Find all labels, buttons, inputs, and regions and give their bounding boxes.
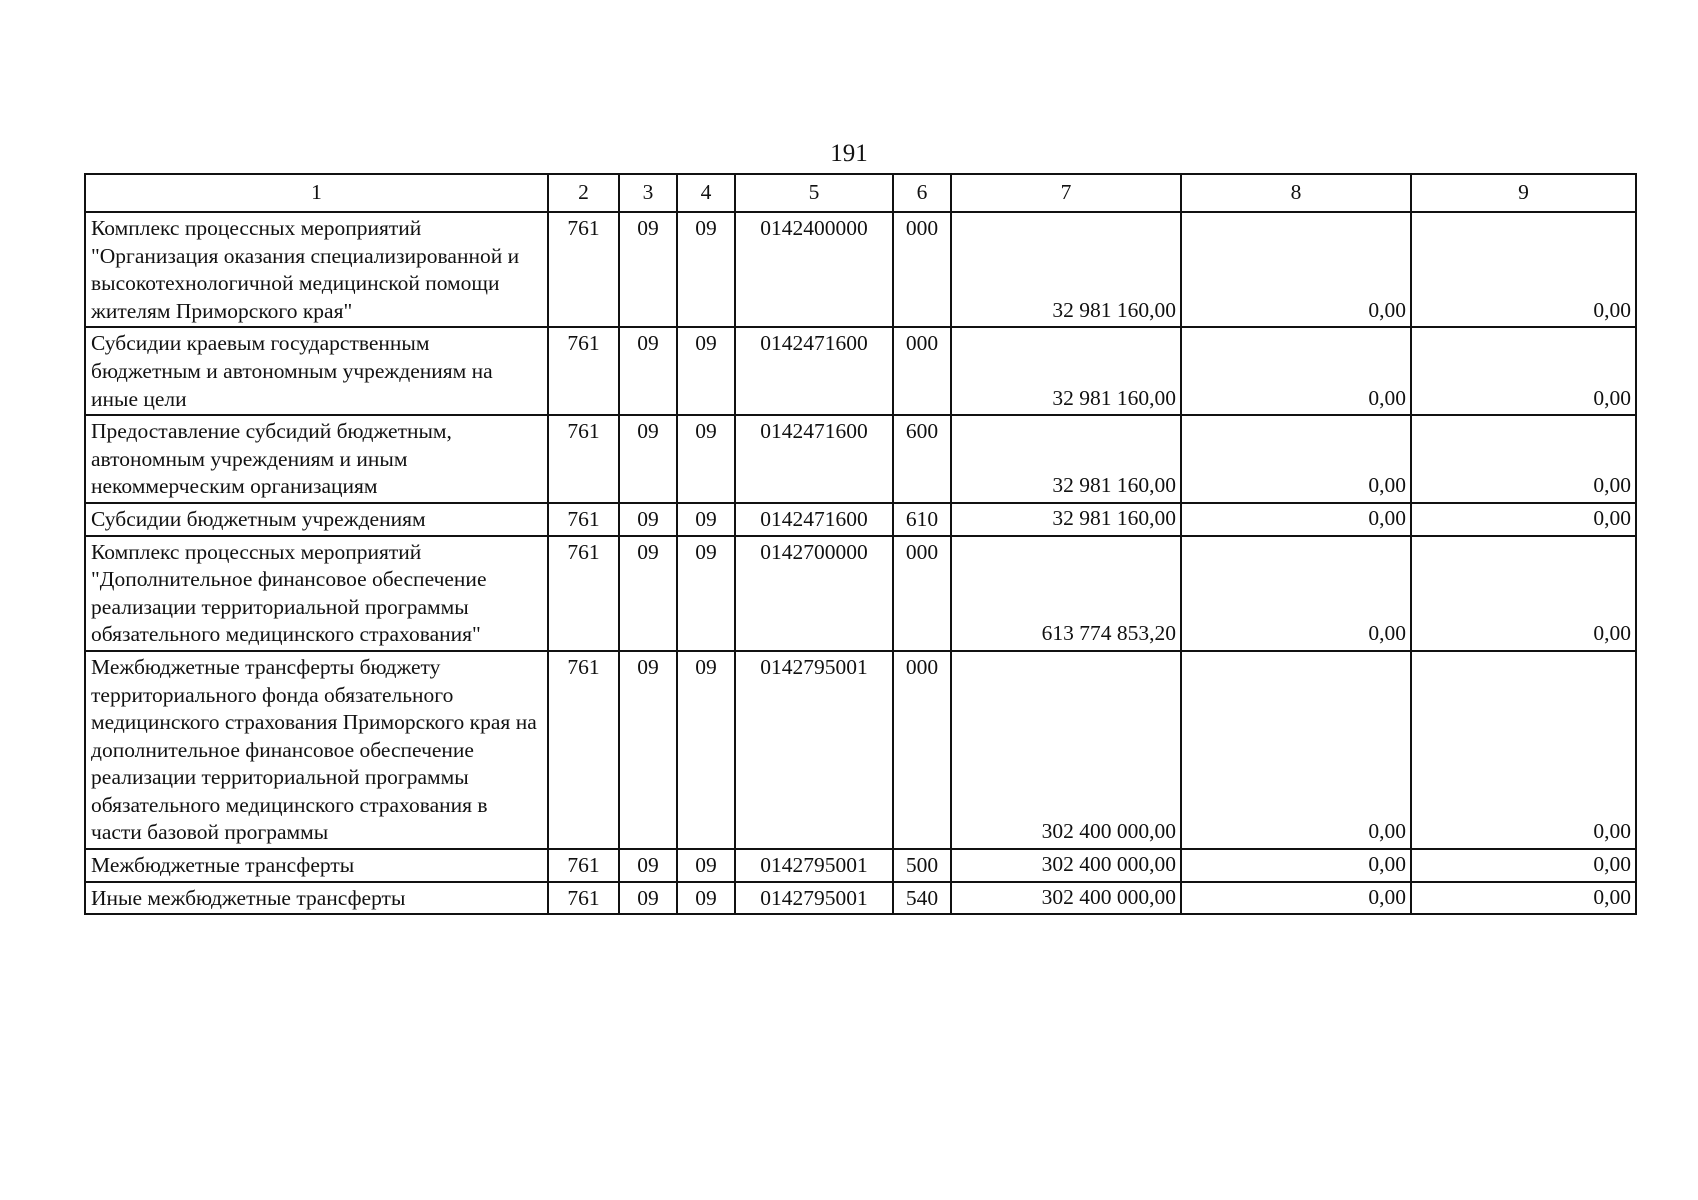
col-8-amount-cell: 0,00 <box>1181 651 1411 849</box>
row-name-cell: Межбюджетные трансферты бюджету территориального фонда обязательного медицинского страхования Приморского края на дополнительное финансовое обеспечение реализации территориальной программы обязательного медицинского страхования в части базовой программы <box>85 651 548 849</box>
table-row <box>85 651 1636 849</box>
col-4-cell: 09 <box>677 651 735 849</box>
header-cell: 5 <box>735 174 893 212</box>
col-7-amount-cell: 302 400 000,00 <box>951 882 1181 915</box>
table-row <box>85 415 1636 503</box>
col-7-amount-cell: 613 774 853,20 <box>951 536 1181 651</box>
header-cell: 7 <box>951 174 1181 212</box>
col-6-cell: 610 <box>893 503 951 536</box>
col-2-cell: 761 <box>548 849 619 882</box>
col-8-amount-cell: 0,00 <box>1181 327 1411 415</box>
col-3-cell: 09 <box>619 212 677 327</box>
col-3-cell: 09 <box>619 415 677 503</box>
col-4-cell: 09 <box>677 212 735 327</box>
col-8-amount-cell: 0,00 <box>1181 503 1411 536</box>
col-5-cell: 0142795001 <box>735 882 893 915</box>
col-5-cell: 0142700000 <box>735 536 893 651</box>
row-name-cell: Иные межбюджетные трансферты <box>85 882 548 915</box>
col-6-cell: 540 <box>893 882 951 915</box>
col-2-cell: 761 <box>548 327 619 415</box>
header-cell: 3 <box>619 174 677 212</box>
col-9-amount-cell: 0,00 <box>1411 503 1636 536</box>
row-name-cell: Комплекс процессных мероприятий "Дополнительное финансовое обеспечение реализации территориальной программы обязательного медицинского страхования" <box>85 536 548 651</box>
col-9-amount-cell: 0,00 <box>1411 327 1636 415</box>
col-6-cell: 000 <box>893 327 951 415</box>
table-row <box>85 849 1636 882</box>
col-3-cell: 09 <box>619 536 677 651</box>
col-9-amount-cell: 0,00 <box>1411 536 1636 651</box>
col-5-cell: 0142795001 <box>735 651 893 849</box>
table-row <box>85 536 1636 651</box>
budget-table <box>84 173 1637 915</box>
header-cell: 6 <box>893 174 951 212</box>
col-7-amount-cell: 302 400 000,00 <box>951 849 1181 882</box>
row-name-cell: Комплекс процессных мероприятий "Организация оказания специализированной и высокотехнологичной медицинской помощи жителям Приморского края" <box>85 212 548 327</box>
col-5-cell: 0142400000 <box>735 212 893 327</box>
row-name-cell: Субсидии бюджетным учреждениям <box>85 503 548 536</box>
header-row <box>85 174 1636 212</box>
col-2-cell: 761 <box>548 503 619 536</box>
col-8-amount-cell: 0,00 <box>1181 849 1411 882</box>
col-6-cell: 000 <box>893 212 951 327</box>
table-row <box>85 503 1636 536</box>
col-9-amount-cell: 0,00 <box>1411 212 1636 327</box>
col-4-cell: 09 <box>677 849 735 882</box>
col-3-cell: 09 <box>619 849 677 882</box>
col-6-cell: 600 <box>893 415 951 503</box>
col-6-cell: 000 <box>893 651 951 849</box>
col-7-amount-cell: 32 981 160,00 <box>951 415 1181 503</box>
row-name-cell: Субсидии краевым государственным бюджетным и автономным учреждениям на иные цели <box>85 327 548 415</box>
header-cell: 8 <box>1181 174 1411 212</box>
row-name-cell: Межбюджетные трансферты <box>85 849 548 882</box>
col-9-amount-cell: 0,00 <box>1411 415 1636 503</box>
col-3-cell: 09 <box>619 327 677 415</box>
col-8-amount-cell: 0,00 <box>1181 882 1411 915</box>
col-8-amount-cell: 0,00 <box>1181 536 1411 651</box>
col-2-cell: 761 <box>548 415 619 503</box>
col-9-amount-cell: 0,00 <box>1411 849 1636 882</box>
header-cell: 4 <box>677 174 735 212</box>
col-6-cell: 500 <box>893 849 951 882</box>
header-cell: 9 <box>1411 174 1636 212</box>
col-2-cell: 761 <box>548 651 619 849</box>
col-3-cell: 09 <box>619 503 677 536</box>
row-name-cell: Предоставление субсидий бюджетным, автономным учреждениям и иным некоммерческим организациям <box>85 415 548 503</box>
col-8-amount-cell: 0,00 <box>1181 212 1411 327</box>
header-cell: 1 <box>85 174 548 212</box>
col-7-amount-cell: 32 981 160,00 <box>951 212 1181 327</box>
col-4-cell: 09 <box>677 327 735 415</box>
table-row <box>85 212 1636 327</box>
col-7-amount-cell: 32 981 160,00 <box>951 503 1181 536</box>
col-4-cell: 09 <box>677 882 735 915</box>
col-9-amount-cell: 0,00 <box>1411 651 1636 849</box>
col-3-cell: 09 <box>619 882 677 915</box>
col-2-cell: 761 <box>548 212 619 327</box>
col-2-cell: 761 <box>548 536 619 651</box>
col-7-amount-cell: 302 400 000,00 <box>951 651 1181 849</box>
col-2-cell: 761 <box>548 882 619 915</box>
col-6-cell: 000 <box>893 536 951 651</box>
page-number: 191 <box>830 140 868 167</box>
col-5-cell: 0142471600 <box>735 415 893 503</box>
table-row <box>85 327 1636 415</box>
table-row <box>85 882 1636 915</box>
col-4-cell: 09 <box>677 503 735 536</box>
col-9-amount-cell: 0,00 <box>1411 882 1636 915</box>
col-5-cell: 0142471600 <box>735 503 893 536</box>
header-cell: 2 <box>548 174 619 212</box>
col-5-cell: 0142471600 <box>735 327 893 415</box>
col-4-cell: 09 <box>677 415 735 503</box>
col-5-cell: 0142795001 <box>735 849 893 882</box>
col-4-cell: 09 <box>677 536 735 651</box>
col-8-amount-cell: 0,00 <box>1181 415 1411 503</box>
col-7-amount-cell: 32 981 160,00 <box>951 327 1181 415</box>
col-3-cell: 09 <box>619 651 677 849</box>
